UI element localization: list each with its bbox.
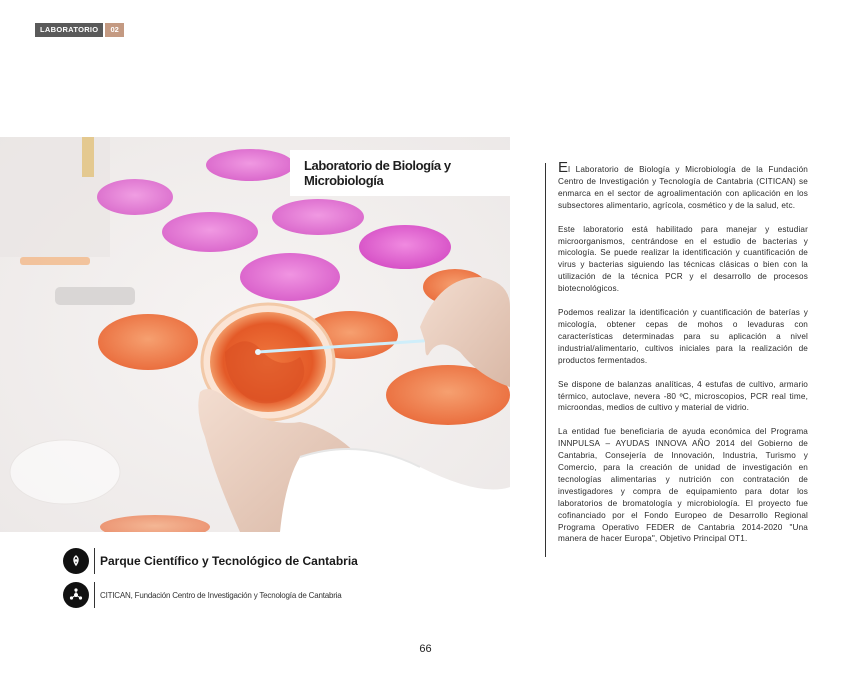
institution-logo-icon bbox=[63, 582, 89, 608]
drop-cap: E bbox=[558, 159, 569, 176]
institution-name: CITICAN, Fundación Centro de Investigación y Tecnología de Cantabria bbox=[100, 590, 342, 600]
body-text-column bbox=[545, 159, 808, 557]
page-number: 66 bbox=[419, 643, 432, 655]
paragraph-1-text: l Laboratorio de Biología y Microbiología de la Fundación Centro de Investigación y Tecnología de Cantabria (CITICAN) se enmarca en el sector de agroalimentación con aplicación en los subsectores alimentario, agrícola, cosmético y de la salud, etc. bbox=[558, 165, 808, 210]
petri-dish-illustration bbox=[0, 137, 510, 532]
credit-separator bbox=[94, 548, 95, 574]
section-tag bbox=[35, 23, 124, 37]
credits-block bbox=[63, 548, 358, 608]
credit-institution-row bbox=[63, 582, 358, 608]
photo-title: Laboratorio de Biología y Microbiología bbox=[290, 150, 510, 196]
body-paragraph-4: Se dispone de balanzas analíticas, 4 estufas de cultivo, armario térmico, autoclave, nevera -80 ºC, microscopios, PCR real time, microondas, medios de cultivo y material de vidrio. bbox=[558, 379, 808, 413]
body-paragraph-1 bbox=[558, 159, 808, 212]
body-paragraph-3: Podemos realizar la identificación y cuantificación de baterías y micología, obtener cepas de mohos o levaduras con características determinadas para su aplicación a nivel industrial/alimentario, cultivos iniciales para la realización de productos fermentados. bbox=[558, 308, 808, 365]
park-logo-icon bbox=[63, 548, 89, 574]
section-label: LABORATORIO bbox=[35, 23, 103, 37]
lab-photo bbox=[0, 137, 510, 532]
photo-title-box bbox=[290, 150, 510, 196]
section-number: 02 bbox=[105, 23, 123, 37]
park-name: Parque Científico y Tecnológico de Cantabria bbox=[100, 554, 358, 568]
body-paragraph-2: Este laboratorio está habilitado para manejar y estudiar microorganismos, centrándose en el estudio de bacterias y micología. Se puede realizar la identificación y cuantificación de virus y bacterias siguiendo las técnicas clásicas o bien con la utilización de la técnica PCR y el desarrollo de procesos biotecnológicos. bbox=[558, 224, 808, 294]
credit-separator bbox=[94, 582, 95, 608]
credit-park-row bbox=[63, 548, 358, 574]
body-paragraph-5: La entidad fue beneficiaria de ayuda económica del Programa INNPULSA – AYUDAS INNOVA AÑO 2014 del Gobierno de Cantabria, Consejería de Innovación, Industria, Turismo y Comercio, para la creación de unidad de investigación en tecnologías alimentarias y nutrición con contratación de investigadores y compra de equipamiento para dotar los laboratorios de bromatología y microbiología. El proyecto fue cofinanciado por el Fondo Europeo de Desarrollo Regional Programa Operativo FEDER de Cantabria 2014-2020 "Una manera de hacer Europa", Objetivo Principal OT1. bbox=[558, 427, 808, 544]
